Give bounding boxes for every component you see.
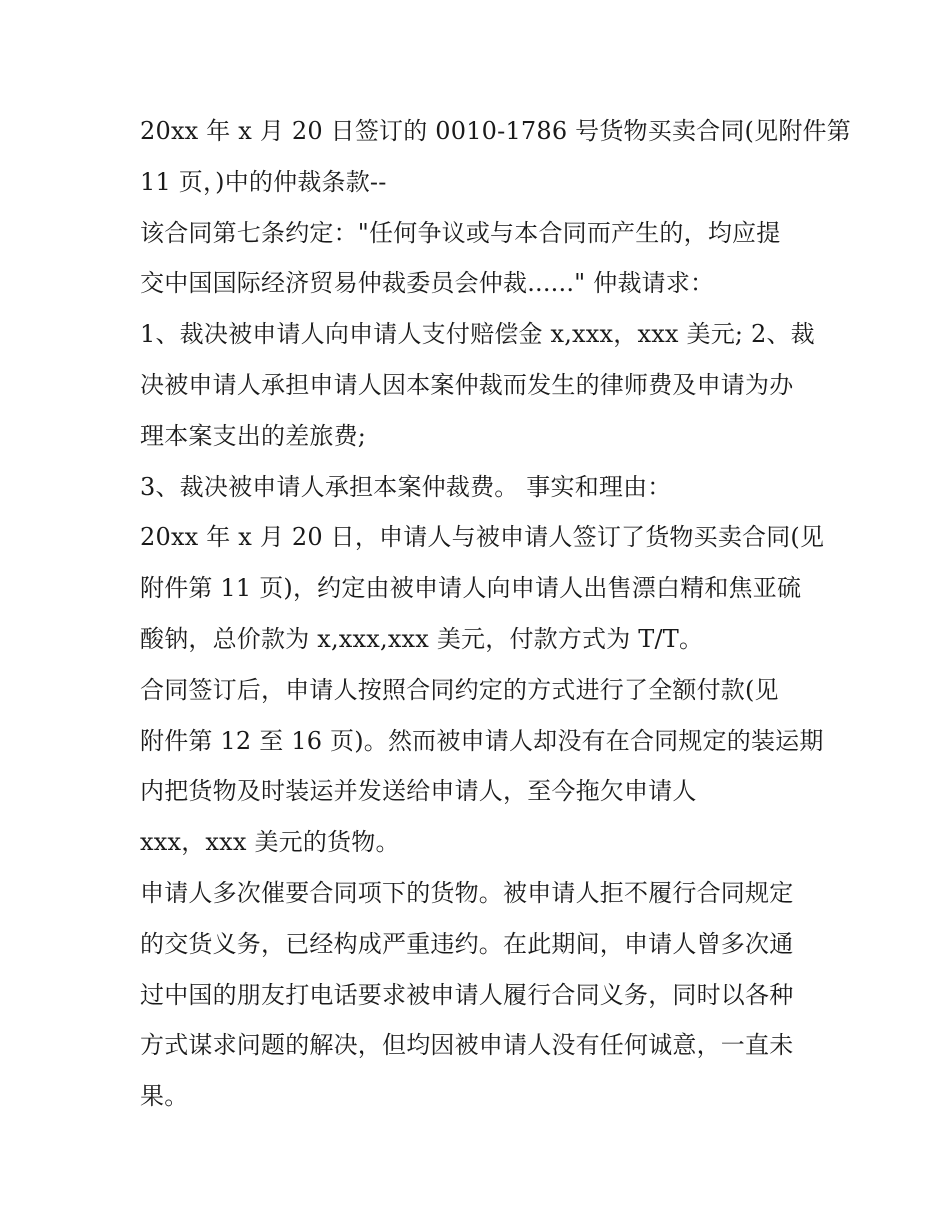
- text-line: 20xx 年 x 月 20 日，申请人与被申请人签订了货物买卖合同(见: [140, 523, 825, 552]
- text-line: 1、裁决被申请人向申请人支付赔偿金 x,xxx，xxx 美元; 2、裁: [140, 320, 815, 349]
- text-line: 附件第 12 至 16 页)。然而被申请人却没有在合同规定的装运期: [140, 726, 824, 755]
- text-line: 3、裁决被申请人承担本案仲裁费。 事实和理由：: [140, 472, 672, 501]
- text-line: 该合同第七条约定："任何争议或与本合同而产生的，均应提: [140, 218, 781, 247]
- text-line: 的交货义务，已经构成严重违约。在此期间，申请人曾多次通: [140, 929, 794, 958]
- text-line: 方式谋求问题的解决，但均因被申请人没有任何诚意，一直未: [140, 1031, 794, 1060]
- text-line: 合同签订后，申请人按照合同约定的方式进行了全额付款(见: [140, 675, 779, 704]
- text-line: 过中国的朋友打电话要求被申请人履行合同义务，同时以各种: [140, 980, 794, 1009]
- text-line: 20xx 年 x 月 20 日签订的 0010-1786 号货物买卖合同(见附件第: [140, 117, 851, 145]
- text-line: 11 页，)中的仲裁条款--: [140, 167, 387, 196]
- text-line: 理本案支出的差旅费;: [140, 421, 367, 450]
- document-page: [140, 106, 851, 1122]
- text-line: 果。: [140, 1082, 189, 1111]
- text-line: 申请人多次催要合同项下的货物。被申请人拒不履行合同规定: [140, 878, 794, 907]
- text-line: 决被申请人承担申请人因本案仲裁而发生的律师费及申请为办: [140, 370, 794, 399]
- text-line: 交中国国际经济贸易仲裁委员会仲裁......" 仲裁请求：: [140, 269, 715, 298]
- text-line: 酸钠，总价款为 x,xxx,xxx 美元，付款方式为 T/T。: [140, 624, 704, 653]
- text-line: xxx，xxx 美元的货物。: [140, 828, 400, 857]
- text-line: 内把货物及时装运并发送给申请人，至今拖欠申请人: [140, 777, 697, 806]
- text-line: 附件第 11 页)，约定由被申请人向申请人出售漂白精和焦亚硫: [140, 574, 802, 603]
